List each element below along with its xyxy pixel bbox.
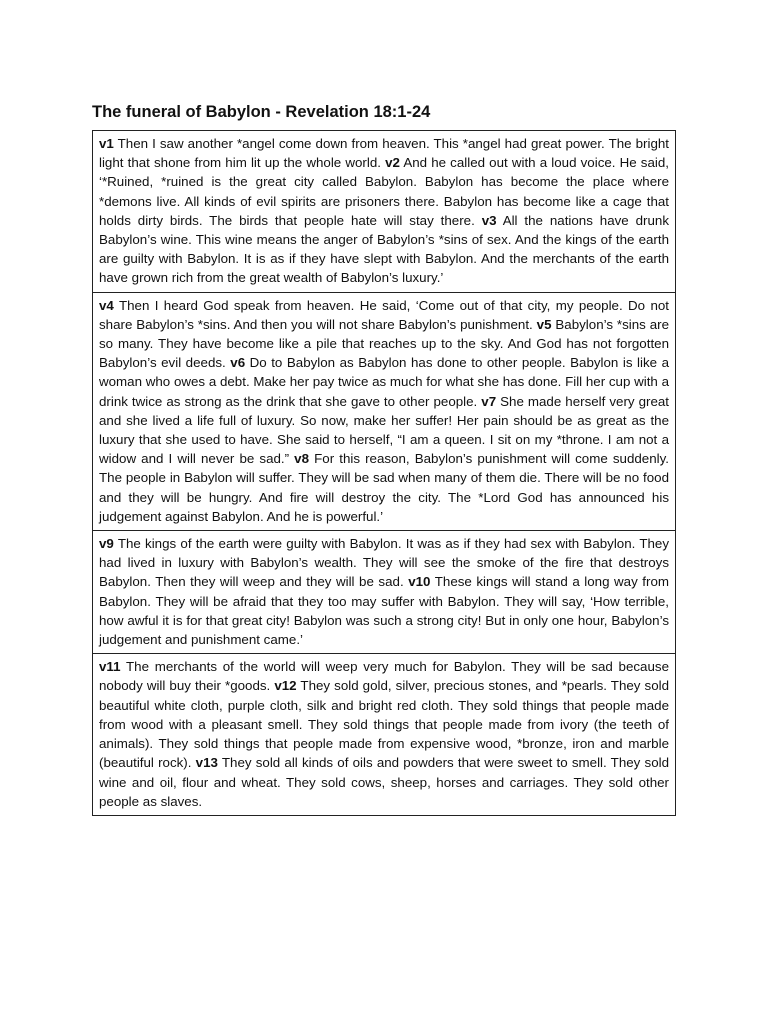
document-title: The funeral of Babylon - Revelation 18:1-24 (92, 103, 431, 121)
verse-number: v12 (274, 678, 297, 694)
verse-text: They sold gold, silver, precious stones, and *pearls. They sold beautiful white cloth, purple cloth, silk and bright red cloth. They sold things that people made from wood with a pleasant smell. They sold things that people made from ivory (the teeth of animals). They sold things that people made from expensive wood, *bronze, iron and marble (beautiful rock). (99, 678, 670, 771)
verse-text: These kings will stand a long way from Babylon. They will be afraid that they too may suffer with Babylon. They will say, ‘How terrible, how awful it is for that great city! Babylon was such a strong city! But in only one hour, Babylon’s judgement and punishment came.’ (99, 574, 669, 648)
verse-text: Then I saw another *angel come down from heaven. This *angel had great power. The bright light that shone from him lit up the whole world. (99, 136, 669, 171)
verse-text: Babylon’s *sins are so many. They have become like a pile that reaches up to the sky. And God has not forgotten Babylon’s evil deeds. (99, 316, 669, 371)
passage-cell (93, 131, 676, 293)
passage-row (93, 531, 676, 654)
verse-number: v11 (99, 659, 121, 675)
passage-cell (93, 654, 676, 816)
passage-row (93, 131, 676, 293)
verse-number: v5 (536, 316, 552, 332)
verse-number: v2 (385, 155, 400, 171)
passage-row (93, 292, 676, 530)
verse-text: For this reason, Babylon’s punishment will come suddenly. The people in Babylon will suffer. They will be sad when many of them die. There will be no food and they will be hungry. And fire will destroy the city. The *Lord God has announced his judgement against Babylon. And he is powerful.’ (99, 451, 669, 524)
scripture-table (92, 130, 676, 816)
verse-text: They sold all kinds of oils and powders that were sweet to smell. They sold wine and oil, flour and wheat. They sold cows, sheep, horses and carriages. They sold other people as slaves. (99, 755, 670, 809)
verse-number: v13 (195, 755, 218, 771)
verse-text: Do to Babylon as Babylon has done to other people. Babylon is like a woman who owes a debt. Make her pay twice as much for what she has done. Fill her cup with a drink twice as strong as the drink that she gave to other people. (99, 355, 669, 409)
verse-number: v8 (294, 451, 310, 467)
verse-number: v3 (481, 212, 497, 228)
verse-number: v4 (99, 297, 114, 313)
verse-text: The kings of the earth were guilty with Babylon. It was as if they had sex with Babylon. They had lived in luxury with Babylon’s wealth. They will see the smoke of the fire that destroys Babylon. Then they will weep and they will be sad. (99, 536, 669, 590)
passage-row (93, 654, 676, 816)
verse-number: v6 (230, 355, 246, 371)
passage-cell (93, 292, 676, 530)
verse-number: v7 (481, 393, 497, 409)
verse-text: The merchants of the world will weep very much for Babylon. They will be sad because nobody will buy their *goods. (99, 659, 669, 694)
verse-number: v9 (99, 536, 114, 552)
passage-cell (93, 531, 676, 654)
verse-number: v1 (99, 136, 114, 151)
verse-text: Then I heard God speak from heaven. He said, ‘Come out of that city, my people. Do not share Babylon’s *sins. And then you will not share Babylon’s punishment. (99, 297, 669, 332)
verse-text: She made herself very great and she lived a life full of luxury. So now, make her suffer! Her pain should be as great as the luxury that she used to have. She said to herself, “I am a queen. I sit on my *throne. I am not a widow and I will never be sad.” (99, 393, 669, 467)
verse-number: v10 (408, 574, 431, 590)
verse-text: And he called out with a loud voice. He said, ‘*Ruined, *ruined is the great city called Babylon. Babylon has become the place where *demons live. All kinds of evil spirits are prisoners there. Babylon has become like a cage that holds dirty birds. The birds that people hate will stay there. (99, 155, 669, 228)
verse-text: All the nations have drunk Babylon’s wine. This wine means the anger of Babylon’s *sins of sex. And the kings of the earth are guilty with Babylon. It is as if they have slept with Babylon. And the merchants of the earth have grown rich from the great wealth of Babylon’s luxury.’ (99, 212, 669, 286)
